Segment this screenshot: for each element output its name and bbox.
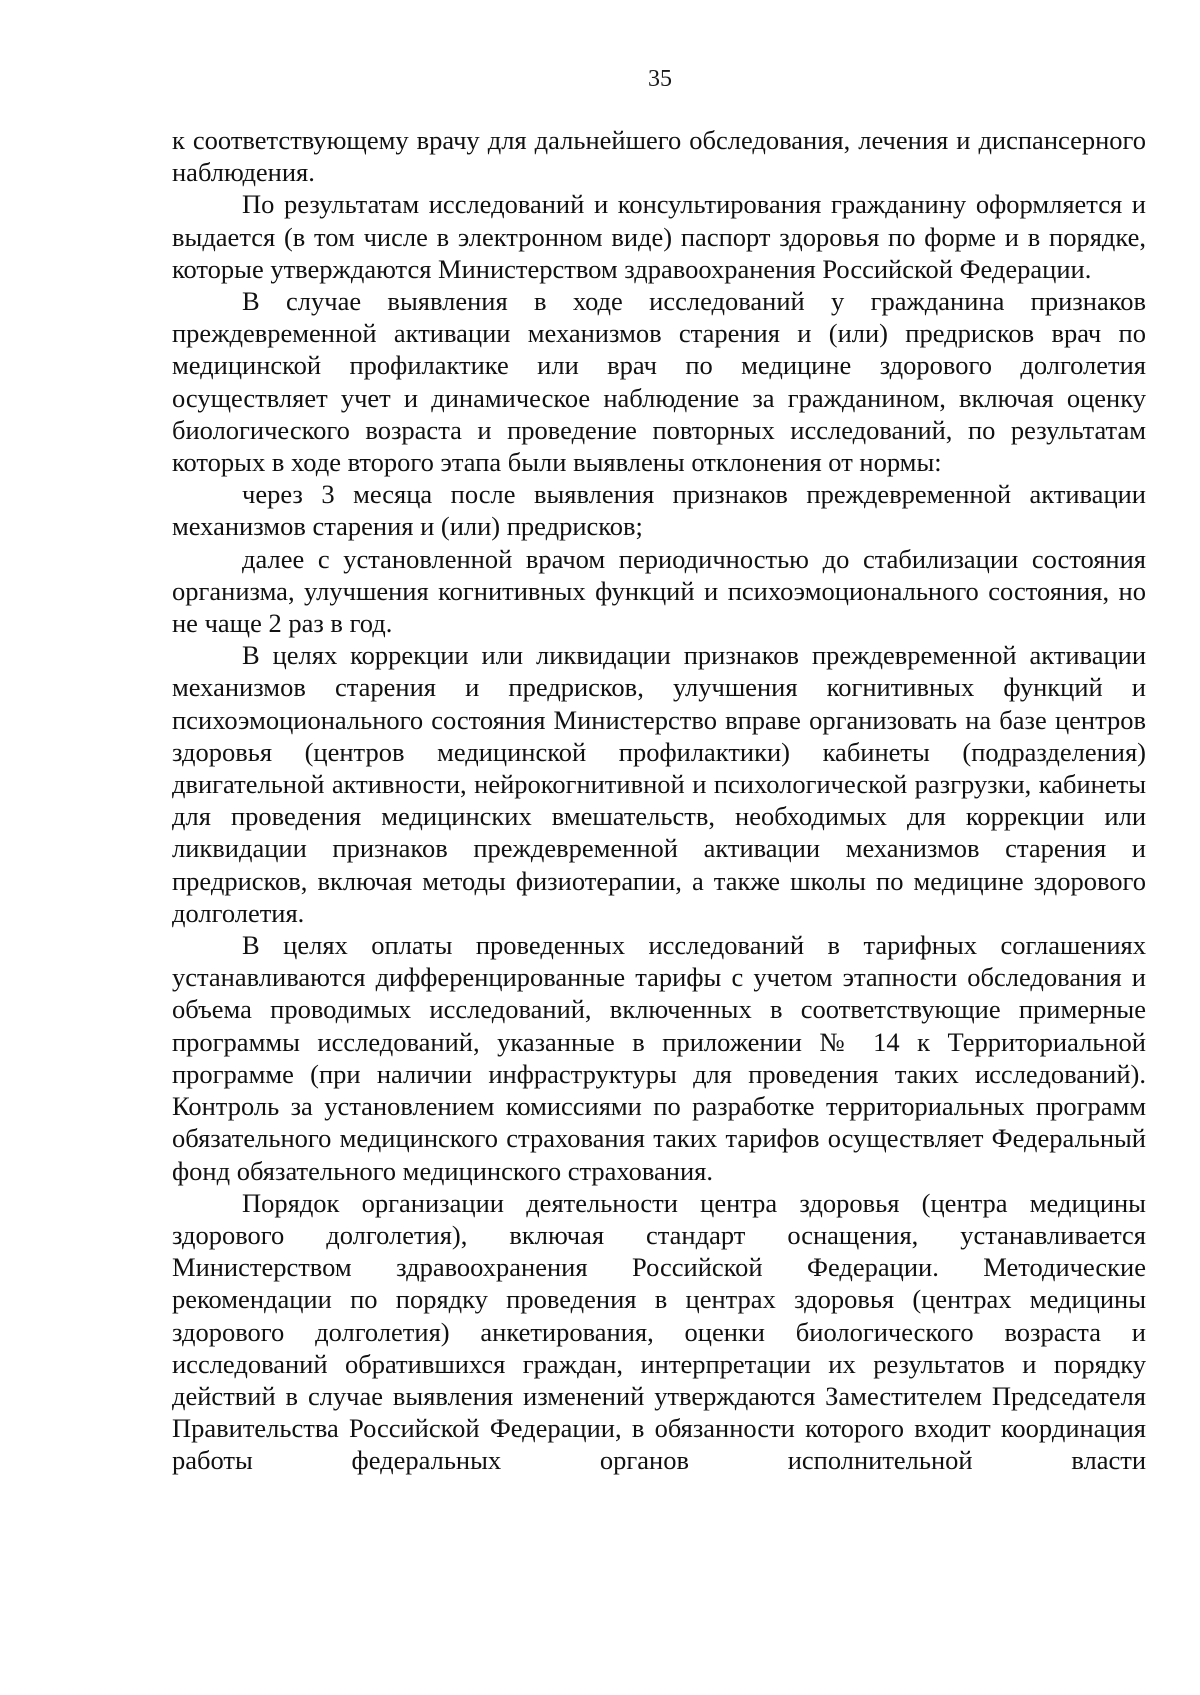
paragraph-health-center-procedure: Порядок организации деятельности центра здоровья (центра медицины здорового долголетия), включая стандарт оснащения, устанавливается Министерством здравоохранения Российской Федерации. Методические рекомендации по порядку проведения в центрах здоровья (центрах медицины здорового долголетия) анкетирования, оценки биологического возраста и исследований обратившихся граждан, интерпретации их результатов и порядку действий в случае выявления изменений утверждаются Заместителем Председателя Правительства Российской Федерации, в обязанности которого входит координация работы федеральных органов исполнительной власти [172, 1187, 1146, 1476]
list-item-three-months: через 3 месяца после выявления признаков преждевременной активации механизмов старения и (или) предрисков; [172, 479, 1146, 542]
page-number: 35 [648, 66, 672, 92]
list-item-periodicity: далее с установленной врачом периодичностью до стабилизации состояния организма, улучшения когнитивных функций и психоэмоционального состояния, но не чаще 2 раз в год. [172, 543, 1146, 639]
paragraph-tariffs: В целях оплаты проведенных исследований в тарифных соглашениях устанавливаются дифференцированные тарифы с учетом этапности обследования и объема проводимых исследований, включенных в соответствующие примерные программы исследований, указанные в приложении № 14 к Территориальной программе (при наличии инфраструктуры для проведения таких исследований). Контроль за установлением комиссиями по разработке территориальных программ обязательного медицинского страхования таких тарифов осуществляет Федеральный фонд обязательного медицинского страхования. [172, 930, 1146, 1186]
paragraph-continuation: к соответствующему врачу для дальнейшего обследования, лечения и диспансерного наблюдения. [172, 125, 1146, 188]
paragraph-aging-monitoring: В случае выявления в ходе исследований у гражданина признаков преждевременной активации механизмов старения и (или) предрисков врач по медицинской профилактике или врач по медицине здорового долголетия осуществляет учет и динамическое наблюдение за гражданином, включая оценку биологического возраста и проведение повторных исследований, по результатам которых в ходе второго этапа были выявлены отклонения от нормы: [172, 286, 1146, 478]
document-body [172, 124, 1146, 1477]
paragraph-health-passport: По результатам исследований и консультирования гражданину оформляется и выдается (в том числе в электронном виде) паспорт здоровья по форме и в порядке, которые утверждаются Министерством здравоохранения Российской Федерации. [172, 189, 1146, 284]
paragraph-correction-offices: В целях коррекции или ликвидации признаков преждевременной активации механизмов старения и предрисков, улучшения когнитивных функций и психоэмоционального состояния Министерство вправе организовать на базе центров здоровья (центров медицинской профилактики) кабинеты (подразделения) двигательной активности, нейрокогнитивной и психологической разгрузки, кабинеты для проведения медицинских вмешательств, необходимых для коррекции или ликвидации признаков преждевременной активации механизмов старения и предрисков, включая методы физиотерапии, а также школы по медицине здорового долголетия. [172, 640, 1146, 928]
